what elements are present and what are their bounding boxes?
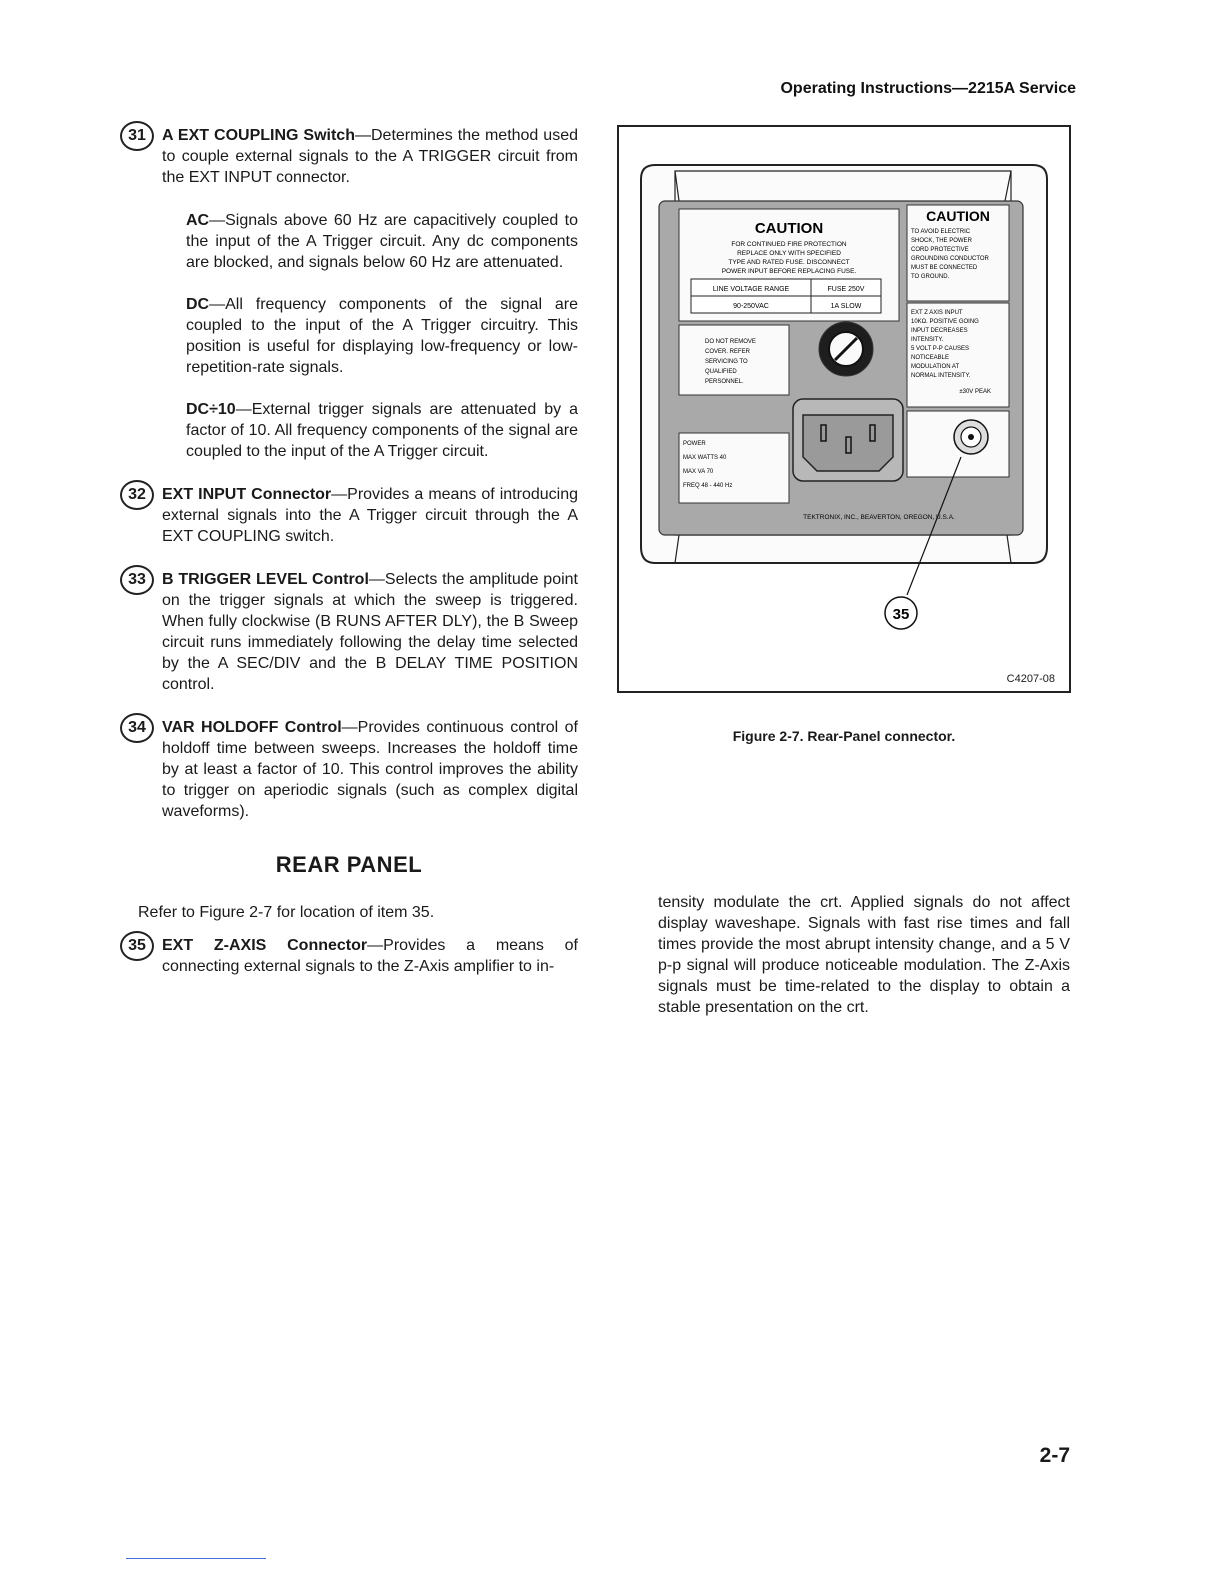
- page-number: 2-7: [1039, 1444, 1070, 1467]
- item-paragraph: [162, 935, 578, 977]
- fuse-header: FUSE 250V: [827, 286, 865, 293]
- zaxis-line: 5 VOLT P-P CAUSES: [911, 346, 970, 352]
- item-number-badge: 33: [120, 565, 154, 595]
- section-heading-rear-panel: REAR PANEL: [275, 852, 423, 877]
- item-34: [120, 717, 578, 822]
- caution-right-line: CORD PROTECTIVE: [911, 247, 969, 253]
- item-number-badge: 34: [120, 713, 154, 743]
- caution-right-line: MUST BE CONNECTED: [911, 265, 978, 271]
- callout-number: 35: [892, 606, 910, 623]
- caution-left-line: POWER INPUT BEFORE REPLACING FUSE.: [721, 268, 857, 275]
- item-32: [120, 484, 578, 547]
- option-dc-div-10: [186, 399, 578, 462]
- figure-id: C4207-08: [1006, 673, 1055, 685]
- option-text: —External trigger signals are attenuated by a factor of 10. All frequency components of the signal are coupled to the input of the A Trigger circuit.: [186, 401, 578, 460]
- option-label: DC÷10: [186, 401, 236, 418]
- power-line: MAX WATTS 40: [683, 455, 727, 461]
- option-dc: [186, 294, 578, 378]
- option-label: AC: [186, 212, 210, 229]
- voltage-header: LINE VOLTAGE RANGE: [712, 286, 790, 293]
- figure-rear-panel: [617, 125, 1071, 693]
- rear-panel-drawing: [619, 127, 1069, 691]
- power-line: MAX VA 70: [683, 469, 714, 475]
- item-33: [120, 569, 578, 695]
- item-paragraph: [162, 125, 578, 188]
- item-description: —Determines the method used to couple external signals to the A TRIGGER circuit from the EXT INPUT connector.: [162, 127, 578, 186]
- item-title: EXT Z-AXIS Connector: [162, 937, 368, 954]
- coupling-options: [186, 210, 578, 462]
- caution-right-line: GROUNDING CONDUCTOR: [911, 256, 989, 262]
- item-number-badge: 32: [120, 480, 154, 510]
- running-header: Operating Instructions—2215A Service: [780, 80, 1076, 97]
- zaxis-line: MODULATION AT: [911, 364, 960, 370]
- item-description: —Selects the amplitude point on the trigger signals at which the sweep is triggered. When fully clockwise (B RUNS AFTER DLY), the B Sweep circuit runs immediately following the delay time selected by the A SEC/DIV and the B DELAY TIME POSITION control.: [162, 571, 578, 693]
- peak-rating: ±30V PEAK: [959, 389, 991, 395]
- service-line: SERVICING TO: [705, 359, 748, 365]
- service-line: COVER. REFER: [705, 349, 751, 355]
- option-label: DC: [186, 296, 210, 313]
- power-line: POWER: [683, 441, 706, 447]
- footer-rule: [126, 1558, 266, 1559]
- caution-left-line: REPLACE ONLY WITH SPECIFIED: [737, 250, 841, 257]
- zaxis-line: INPUT DECREASES: [911, 328, 968, 334]
- continued-paragraph: tensity modulate the crt. Applied signals do not affect display waveshape. Signals with fast rise times and fall times provide the most abrupt intensity change, and a 5 V p-p signal will produce noticeable modulation. The Z-Axis signals must be time-related to the display to obtain a stable presentation on the crt.: [658, 894, 1070, 1016]
- figure-caption: Figure 2-7. Rear-Panel connector.: [732, 728, 956, 744]
- caution-right-line: TO GROUND.: [911, 274, 950, 280]
- item-paragraph: [162, 484, 578, 547]
- caution-left-line: TYPE AND RATED FUSE. DISCONNECT: [728, 259, 850, 266]
- power-line: FREQ 48 - 440 Hz: [683, 483, 733, 489]
- item-title: VAR HOLDOFF Control: [162, 719, 342, 736]
- voltage-value: 90-250VAC: [733, 303, 769, 310]
- item-35: [120, 935, 578, 977]
- option-text: —All frequency components of the signal are coupled to the input of the A Trigger circuitry. This position is useful for displaying low-frequency or low-repetition-rate signals.: [186, 296, 578, 376]
- item-description: —Provides continuous control of holdoff time between sweeps. Increases the holdoff time by at least a factor of 10. This control improves the ability to trigger on aperiodic signals (such as complex digital waveforms).: [162, 719, 578, 820]
- service-line: QUALIFIED: [705, 369, 737, 375]
- zaxis-line: INTENSITY.: [911, 337, 944, 343]
- item-description: —Provides a means of connecting external signals to the Z-Axis amplifier to in-: [162, 937, 579, 975]
- item-paragraph: [162, 569, 578, 695]
- item-31: [120, 125, 578, 188]
- zaxis-line: 10KΩ. POSITIVE GOING: [911, 319, 979, 325]
- option-text: —Signals above 60 Hz are capacitively coupled to the input of the A Trigger circuit. Any dc components are blocked, and signals below 60 Hz are attenuated.: [186, 212, 578, 271]
- left-column: [120, 125, 578, 999]
- item-number-badge: 31: [120, 121, 154, 151]
- right-column: [658, 892, 1070, 1018]
- caution-right-line: TO AVOID ELECTRIC: [911, 229, 971, 235]
- option-ac: [186, 210, 578, 273]
- caution-right-line: SHOCK, THE POWER: [911, 238, 972, 244]
- caution-left-line: FOR CONTINUED FIRE PROTECTION: [731, 241, 847, 248]
- figure-reference: Refer to Figure 2-7 for location of item 35.: [138, 904, 435, 921]
- caution-left-title: CAUTION: [754, 220, 824, 237]
- zaxis-line: NOTICEABLE: [911, 355, 950, 361]
- maker-line: TEKTRONIX, INC., BEAVERTON, OREGON, U.S.A.: [803, 514, 955, 521]
- zaxis-line: NORMAL INTENSITY.: [911, 373, 971, 379]
- item-number-badge: 35: [120, 931, 154, 961]
- item-paragraph: [162, 717, 578, 822]
- item-title: B TRIGGER LEVEL Control: [162, 571, 369, 588]
- zaxis-line: EXT Z AXIS INPUT: [911, 310, 963, 316]
- item-title: A EXT COUPLING Switch: [162, 127, 355, 144]
- fuse-value: 1A SLOW: [830, 303, 862, 310]
- service-line: DO NOT REMOVE: [705, 339, 756, 345]
- caution-right-title: CAUTION: [926, 208, 990, 224]
- service-line: PERSONNEL.: [705, 379, 744, 385]
- item-description: —Provides a means of introducing external signals into the A Trigger circuit through the A EXT COUPLING switch.: [162, 486, 578, 545]
- item-title: EXT INPUT Connector: [162, 486, 332, 503]
